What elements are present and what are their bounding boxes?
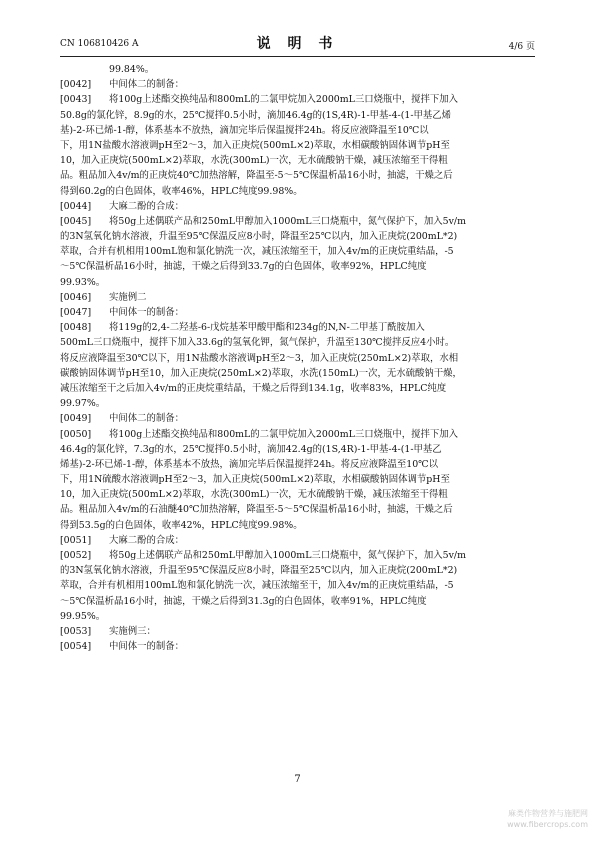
paragraph-number: [0050]	[60, 428, 92, 440]
paragraph-number: [0045]	[60, 215, 92, 227]
paragraph-first-line	[60, 427, 536, 442]
paragraph-text: 中间体一的制备：	[109, 641, 185, 653]
paragraph-text-line: 的3N氢氧化钠水溶液，升温至95℃保温反应8小时，降温至25℃以内，加入正庚烷(200mL*2)	[60, 231, 458, 243]
paragraph-first-line	[60, 624, 536, 639]
document-title: 说 明 书	[256, 36, 339, 52]
paragraph-text-line: 99.97%。	[60, 398, 106, 410]
paragraph-text-line: 品。粗品加入4v/m的正庚烷40℃加热溶解，降温至-5～5℃保温析晶16小时，抽滤，干燥之后	[60, 170, 453, 182]
paragraph-text-line: 萃取，合并有机相用100mL饱和氯化钠洗一次，减压浓缩至干，加入4v/m的正庚烷重结晶，-5	[60, 580, 454, 592]
document-body	[60, 62, 536, 654]
paragraph-number: [0047]	[60, 307, 92, 318]
paragraph-text: 中间体一的制备：	[109, 307, 185, 318]
paragraph-text: 将119g的2,4-二羟基-6-戊烷基苯甲酸甲酯和234g的N,N-二甲基丁酰胺加入	[109, 322, 425, 334]
paragraph-number: [0043]	[60, 94, 92, 106]
paragraph-text-line: 将反应液降温至30℃以下，用1N盐酸水溶液调pH至2～3，加入正庚烷(250mL×2)萃取，水相	[60, 352, 459, 364]
paragraph-text-line: 萃取，合并有机相用100mL饱和氯化钠洗一次，减压浓缩至干，加入4v/m的正庚烷重结晶，-5	[60, 246, 454, 258]
paragraph-first-line	[60, 214, 536, 229]
paragraph-text: 将100g上述酯交换纯品和800mL的二氯甲烷加入2000mL三口烧瓶中，搅拌下加入	[109, 428, 459, 440]
paragraph-text-line: 500mL三口烧瓶中，搅拌下加入33.6g的氢氧化钾，氮气保护，升温至130℃搅拌反应4小时。	[60, 337, 455, 349]
paragraph-text: 中间体二的制备：	[109, 79, 185, 91]
paragraph-text-line: 下，用1N盐酸水溶液调pH至2～3，加入正庚烷(500mL×2)萃取，水相碳酸钠固体调节pH至	[60, 139, 450, 151]
paragraph-text-line: 减压浓缩至干之后加入4v/m的正庚烷重结晶，干燥之后得到134.1g，收率83%，HPLC纯度	[60, 382, 447, 394]
paragraph-text: 实施例三：	[109, 625, 156, 637]
paragraph-text-line: ～5℃保温析晶16小时，抽滤，干燥之后得到31.3g的白色固体，收率91%，HPLC纯度	[60, 595, 427, 607]
paragraph-number: [0054]	[60, 641, 92, 653]
paragraph-text-line: ～5℃保温析晶16小时，抽滤，干燥之后得到33.7g的白色固体，收率92%，HPLC纯度	[60, 261, 427, 273]
paragraph-text-line: 50.8g的氯化锌，8.9g的水，25℃搅拌0.5小时，滴加46.4g的(1S,4R)-1-甲基-4-(1-甲基乙烯	[60, 109, 452, 121]
page-number: 7	[294, 774, 301, 785]
paragraph-first-line	[60, 199, 536, 214]
paragraph-number: [0051]	[60, 534, 92, 546]
paragraph-first-line	[60, 305, 536, 320]
paragraph-text: 99.84%。	[109, 64, 155, 75]
paragraph-text-line: 99.95%。	[60, 610, 106, 622]
publication-number: CN 106810426 A	[60, 39, 139, 49]
paragraph-text-line: 10，加入正庚烷(500mL×2)萃取，水洗(300mL)一次，无水硫酸钠干燥，减压浓缩至干得粗	[60, 489, 448, 501]
paragraph-first-line	[60, 62, 536, 77]
paragraph-text-line: 基)-2-环已烯-1-醇，体系基本不放热，滴加完毕后保温搅拌24h。将反应液降温至10℃以	[60, 124, 429, 136]
paragraph-text-line: 的3N氢氧化钠水溶液，升温至95℃保温反应8小时，降温至25℃以内，加入正庚烷(200mL*2)	[60, 565, 458, 577]
paragraph-text-line: 品。粗品加入4v/m的石油醚40℃加热溶解，降温至-5～5℃保温析晶16小时，抽滤，干燥之后	[60, 504, 453, 516]
paragraph-number: [0044]	[60, 200, 92, 212]
paragraph-text: 大麻二酚的合成：	[109, 200, 185, 212]
page-indicator: 4/6 页	[508, 42, 535, 52]
paragraph-first-line	[60, 411, 536, 426]
paragraph-text: 将50g上述偶联产品和250mL甲醇加入1000mL三口烧瓶中，氮气保护下，加入5v/m	[109, 550, 466, 561]
paragraph-number	[60, 62, 109, 77]
header-divider	[60, 56, 535, 57]
paragraph-number: [0053]	[60, 625, 92, 637]
paragraph-text-line: 得到60.2g的白色固体，收率46%，HPLC纯度99.98%。	[60, 185, 303, 197]
paragraph-text-line: 得到53.5g的白色固体，收率42%，HPLC纯度99.98%。	[60, 519, 303, 531]
paragraph-first-line	[60, 320, 536, 335]
paragraph-number: [0046]	[60, 291, 92, 303]
watermark-site-name: 麻类作物营养与施肥网	[508, 809, 588, 818]
paragraph-number: [0052]	[60, 550, 92, 561]
paragraph-text-line: 10，加入正庚烷(500mL×2)萃取，水洗(300mL)一次，无水硫酸钠干燥，减压浓缩至干得粗	[60, 155, 448, 167]
paragraph-number: [0042]	[60, 79, 92, 91]
paragraph-number: [0048]	[60, 322, 92, 334]
watermark	[470, 808, 588, 830]
watermark-url: www.fibercrops.com	[507, 820, 588, 829]
paragraph-first-line	[60, 533, 536, 548]
paragraph-text-line: 下，用1N硫酸水溶液调pH至2～3，加入正庚烷(500mL×2)萃取，水相碳酸钠固体调节pH至	[60, 474, 450, 486]
paragraph-first-line	[60, 290, 536, 305]
paragraph-first-line	[60, 77, 536, 92]
paragraph-first-line	[60, 639, 536, 654]
paragraph-text-line: 碳酸钠固体调节pH至10，加入正庚烷(250mL×2)萃取，水洗(150mL)一次，无水硫酸钠干燥，	[60, 367, 462, 379]
paragraph-number: [0049]	[60, 413, 92, 425]
paragraph-text: 实施例二	[109, 291, 147, 303]
paragraph-text-line: 烯基)-2-环已烯-1-醇，体系基本不放热，滴加完毕后保温搅拌24h。将反应液降温至10℃以	[60, 458, 439, 470]
paragraph-first-line	[60, 92, 536, 107]
paragraph-text: 将100g上述酯交换纯品和800mL的二氯甲烷加入2000mL三口烧瓶中，搅拌下加入	[109, 94, 459, 106]
paragraph-first-line	[60, 548, 536, 563]
paragraph-text: 大麻二酚的合成：	[109, 534, 185, 546]
paragraph-text: 将50g上述偶联产品和250mL甲醇加入1000mL三口烧瓶中，氮气保护下，加入5v/m	[109, 215, 466, 227]
paragraph-text-line: 99.93%。	[60, 276, 106, 288]
page-header	[60, 33, 535, 53]
paragraph-text: 中间体二的制备：	[109, 413, 185, 425]
paragraph-text-line: 46.4g的氯化锌，7.3g的水，25℃搅拌0.5小时，滴加42.4g的(1S,4R)-1-甲基-4-(1-甲基乙	[60, 443, 442, 455]
